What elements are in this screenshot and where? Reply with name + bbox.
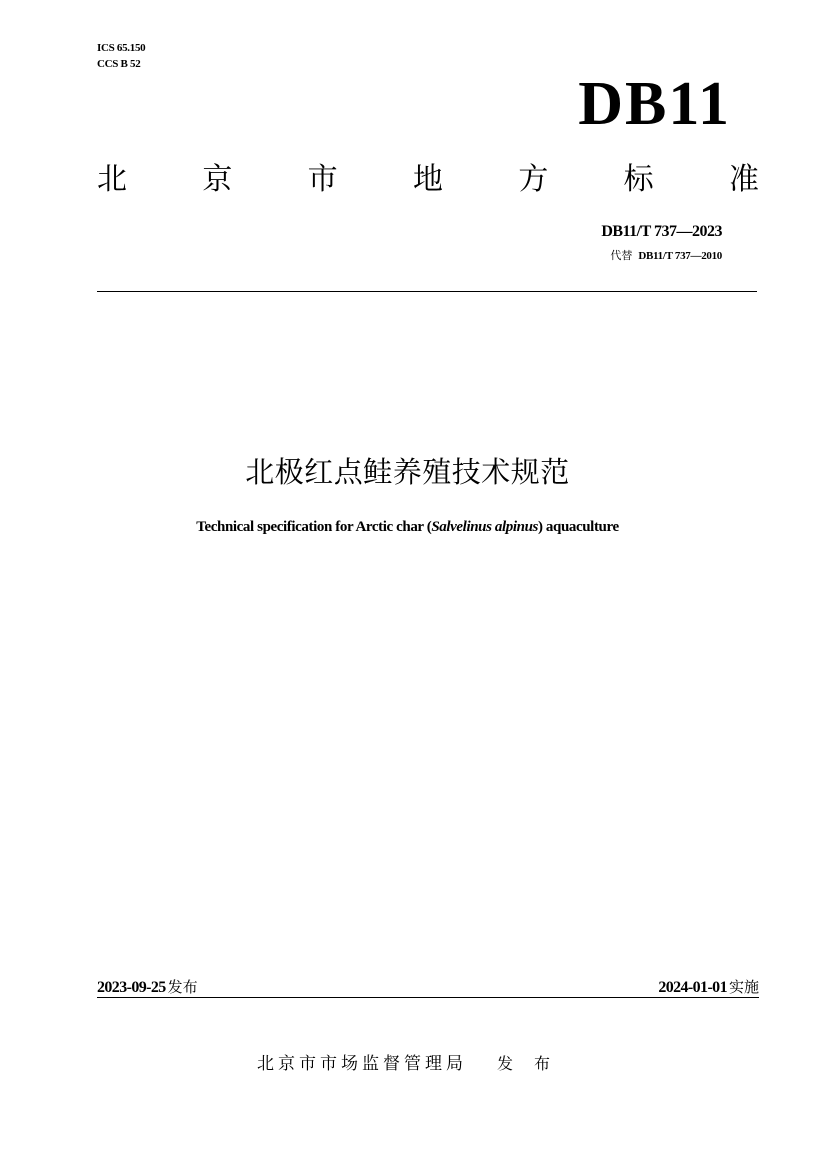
date-divider <box>97 997 759 998</box>
standard-type-char: 准 <box>728 162 759 197</box>
standard-type-char: 标 <box>623 162 654 197</box>
standard-type-char: 市 <box>307 162 338 197</box>
title-english-part: ) aquaculture <box>537 519 619 535</box>
issuer-line <box>0 1052 815 1076</box>
standard-type-char: 方 <box>518 162 549 197</box>
standard-type-heading <box>97 160 759 200</box>
replaced-standard-number: DB11/T 737—2010 <box>638 250 722 262</box>
title-english-part: Technical specification for Arctic char ( <box>196 519 432 535</box>
publish-date: 2023-09-25 <box>97 979 166 996</box>
standard-number: DB11/T 737—2023 <box>601 223 722 240</box>
standard-type-char: 北 <box>97 162 127 197</box>
ics-code: ICS 65.150 <box>97 42 146 54</box>
publish-date-line <box>97 976 198 999</box>
standard-type-char: 京 <box>202 162 233 197</box>
replace-label: 代替 <box>610 249 633 262</box>
species-name: Salvelinus alpinus <box>431 519 538 535</box>
implement-date-line <box>658 976 759 999</box>
title-chinese: 北极红点鲑养殖技术规范 <box>245 455 570 489</box>
ccs-code: CCS B 52 <box>97 58 141 70</box>
issued-label: 发 布 <box>496 1054 559 1073</box>
title-english <box>0 516 815 538</box>
db-mark: DB11 <box>578 70 731 138</box>
classification-codes <box>97 40 145 72</box>
implement-date: 2024-01-01 <box>658 979 727 996</box>
standard-type-char: 地 <box>412 162 443 197</box>
implement-label: 实施 <box>728 978 759 996</box>
header-divider <box>97 291 757 292</box>
publish-label: 发布 <box>167 978 198 996</box>
issuing-authority: 北京市市场监督管理局 <box>256 1054 467 1074</box>
replaces-line <box>610 248 722 264</box>
